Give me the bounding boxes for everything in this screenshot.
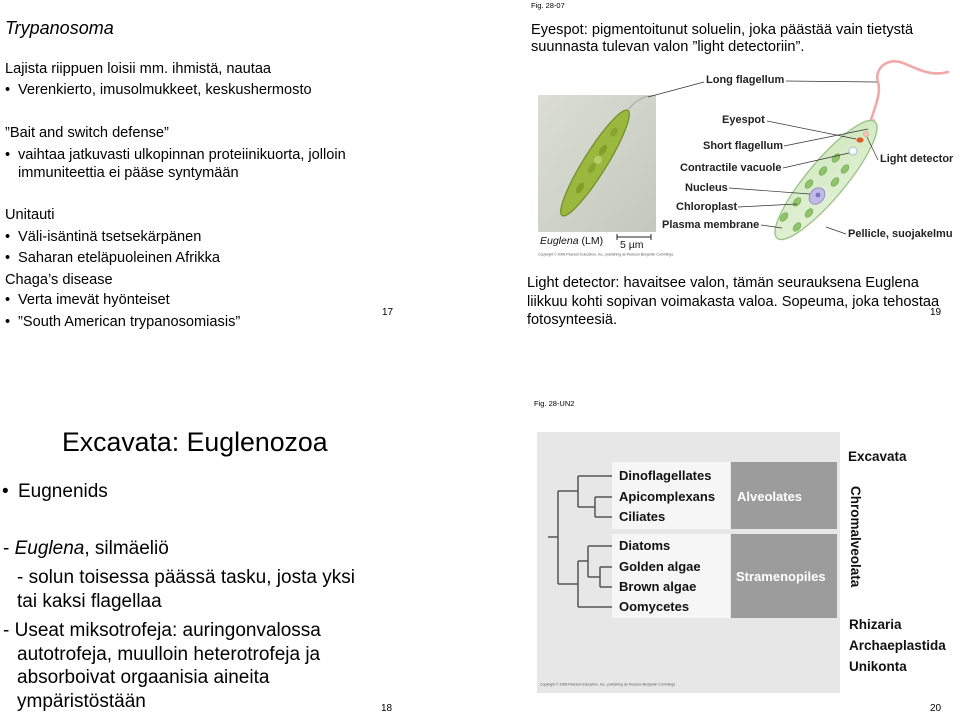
slide18-pocket-line: - solun toisessa päässä tasku, josta yksi <box>17 567 355 588</box>
slide19-light-detector-text: liikkuu kohti sopivan voimakasta valoa. Sopeuma, joka tehostaa <box>527 294 940 310</box>
slide18-title: Excavata: Euglenozoa <box>62 427 328 457</box>
slide19-eyespot-text: suunnasta tulevan valon ”light detectoriin”. <box>531 39 805 55</box>
slide17-bullet: • Väli-isäntinä tsetsekärpänen <box>18 228 201 246</box>
slide18-mixotroph-line: autotrofeja, muulloin heterotrofeja ja <box>17 644 321 665</box>
euglena-line-suffix: , silmäeliö <box>84 538 169 559</box>
slide19-light-detector-text: fotosynteesiä. <box>527 312 618 328</box>
label-eyespot: Eyespot <box>722 114 765 126</box>
taxon-label: Diatoms <box>619 538 671 553</box>
slide18-page-number: 18 <box>381 703 393 714</box>
supergroup-unikonta: Unikonta <box>849 659 907 674</box>
label-chloroplast: Chloroplast <box>676 201 738 213</box>
slide17-bullet: • ”South American trypanosomiasis” <box>18 313 240 331</box>
slide17-page-number: 17 <box>382 307 394 318</box>
slide19-page-number: 19 <box>930 307 942 318</box>
slide20-page-number: 20 <box>930 703 942 714</box>
label-pellicle: Pellicle, suojakelmu <box>848 228 953 240</box>
slide18-euglena-line <box>3 537 169 561</box>
slide17-chagas-heading: Chaga’s disease <box>5 272 113 288</box>
slide17-host-bullet: • Verenkierto, imusolmukkeet, keskushermosto <box>18 81 312 99</box>
label-nucleus: Nucleus <box>685 182 728 194</box>
slide18-pocket-line: tai kaksi flagellaa <box>17 591 162 612</box>
label-long-flagellum: Long flagellum <box>706 74 785 86</box>
slide17-sleeping-sickness-heading: Unitauti <box>5 207 55 223</box>
micrograph-method: (LM) <box>581 235 604 247</box>
slide19-figure-label: Fig. 28-07 <box>531 1 565 10</box>
slide18-mixotroph-line: absorboivat orgaanisia aineita <box>17 667 270 688</box>
euglena-line-prefix: - <box>3 538 15 559</box>
slide17-defense-heading: ”Bait and switch defense” <box>5 125 169 141</box>
supergroup-excavata: Excavata <box>848 449 907 464</box>
slide18-bullet-eugnenids: • Eugnenids <box>18 480 108 504</box>
taxon-label: Apicomplexans <box>619 489 716 504</box>
slide17-bullet: • Saharan eteläpuoleinen Afrikka <box>18 249 220 267</box>
supergroup-rhizaria: Rhizaria <box>849 617 902 632</box>
micrograph-caption <box>540 235 603 247</box>
slide17-defense-bullet: • vaihtaa jatkuvasti ulkopinnan proteiinikuorta, jolloin <box>18 146 346 164</box>
taxon-label: Dinoflagellates <box>619 468 712 483</box>
label-light-detector: Light detector <box>880 153 954 165</box>
slide18-mixotroph-line: - Useat miksotrofeja: auringonvalossa <box>3 620 321 641</box>
supergroup-archaeplastida: Archaeplastida <box>849 638 946 653</box>
slide17-title: Trypanosoma <box>5 18 114 38</box>
micrograph-species: Euglena <box>540 235 579 247</box>
taxon-label: Golden algae <box>619 559 701 574</box>
euglena-genus: Euglena <box>14 538 85 559</box>
taxon-label: Brown algae <box>619 579 697 594</box>
scale-bar-label: 5 µm <box>620 239 644 251</box>
slide19-light-detector-text: Light detector: havaitsee valon, tämän seurauksena Euglena <box>527 275 919 291</box>
clade-label-stramenopiles: Stramenopiles <box>736 569 826 584</box>
phylogeny-copyright: Copyright © 2008 Pearson Education, Inc., publishing as Pearson Benjamin Cummings. <box>540 683 677 687</box>
slide18-mixotroph-line: ympäristöstään <box>17 691 146 712</box>
slide20-figure-label: Fig. 28-UN2 <box>534 399 575 408</box>
micrograph-copyright: Copyright © 2008 Pearson Education, Inc., publishing as Pearson Benjamin Cummings. <box>538 253 675 257</box>
slide17-bullet: • Verta imevät hyönteiset <box>18 291 170 309</box>
euglena-micrograph <box>538 95 656 232</box>
clade-label-alveolates: Alveolates <box>737 489 803 504</box>
slide19-eyespot-text: Eyespot: pigmentoitunut soluelin, joka päästää vain tietystä <box>531 22 914 38</box>
supergroup-chromalveolata: Chromalveolata <box>848 486 863 588</box>
taxon-label: Ciliates <box>619 509 666 524</box>
label-contractile-vacuole: Contractile vacuole <box>680 162 782 174</box>
label-plasma-membrane: Plasma membrane <box>662 219 760 231</box>
taxon-label: Oomycetes <box>619 599 690 614</box>
label-short-flagellum: Short flagellum <box>703 140 784 152</box>
slide17-defense-bullet-cont: immuniteettia ei pääse syntymään <box>18 165 239 181</box>
slide17-host-line: Lajista riippuen loisii mm. ihmistä, nautaa <box>5 61 272 77</box>
